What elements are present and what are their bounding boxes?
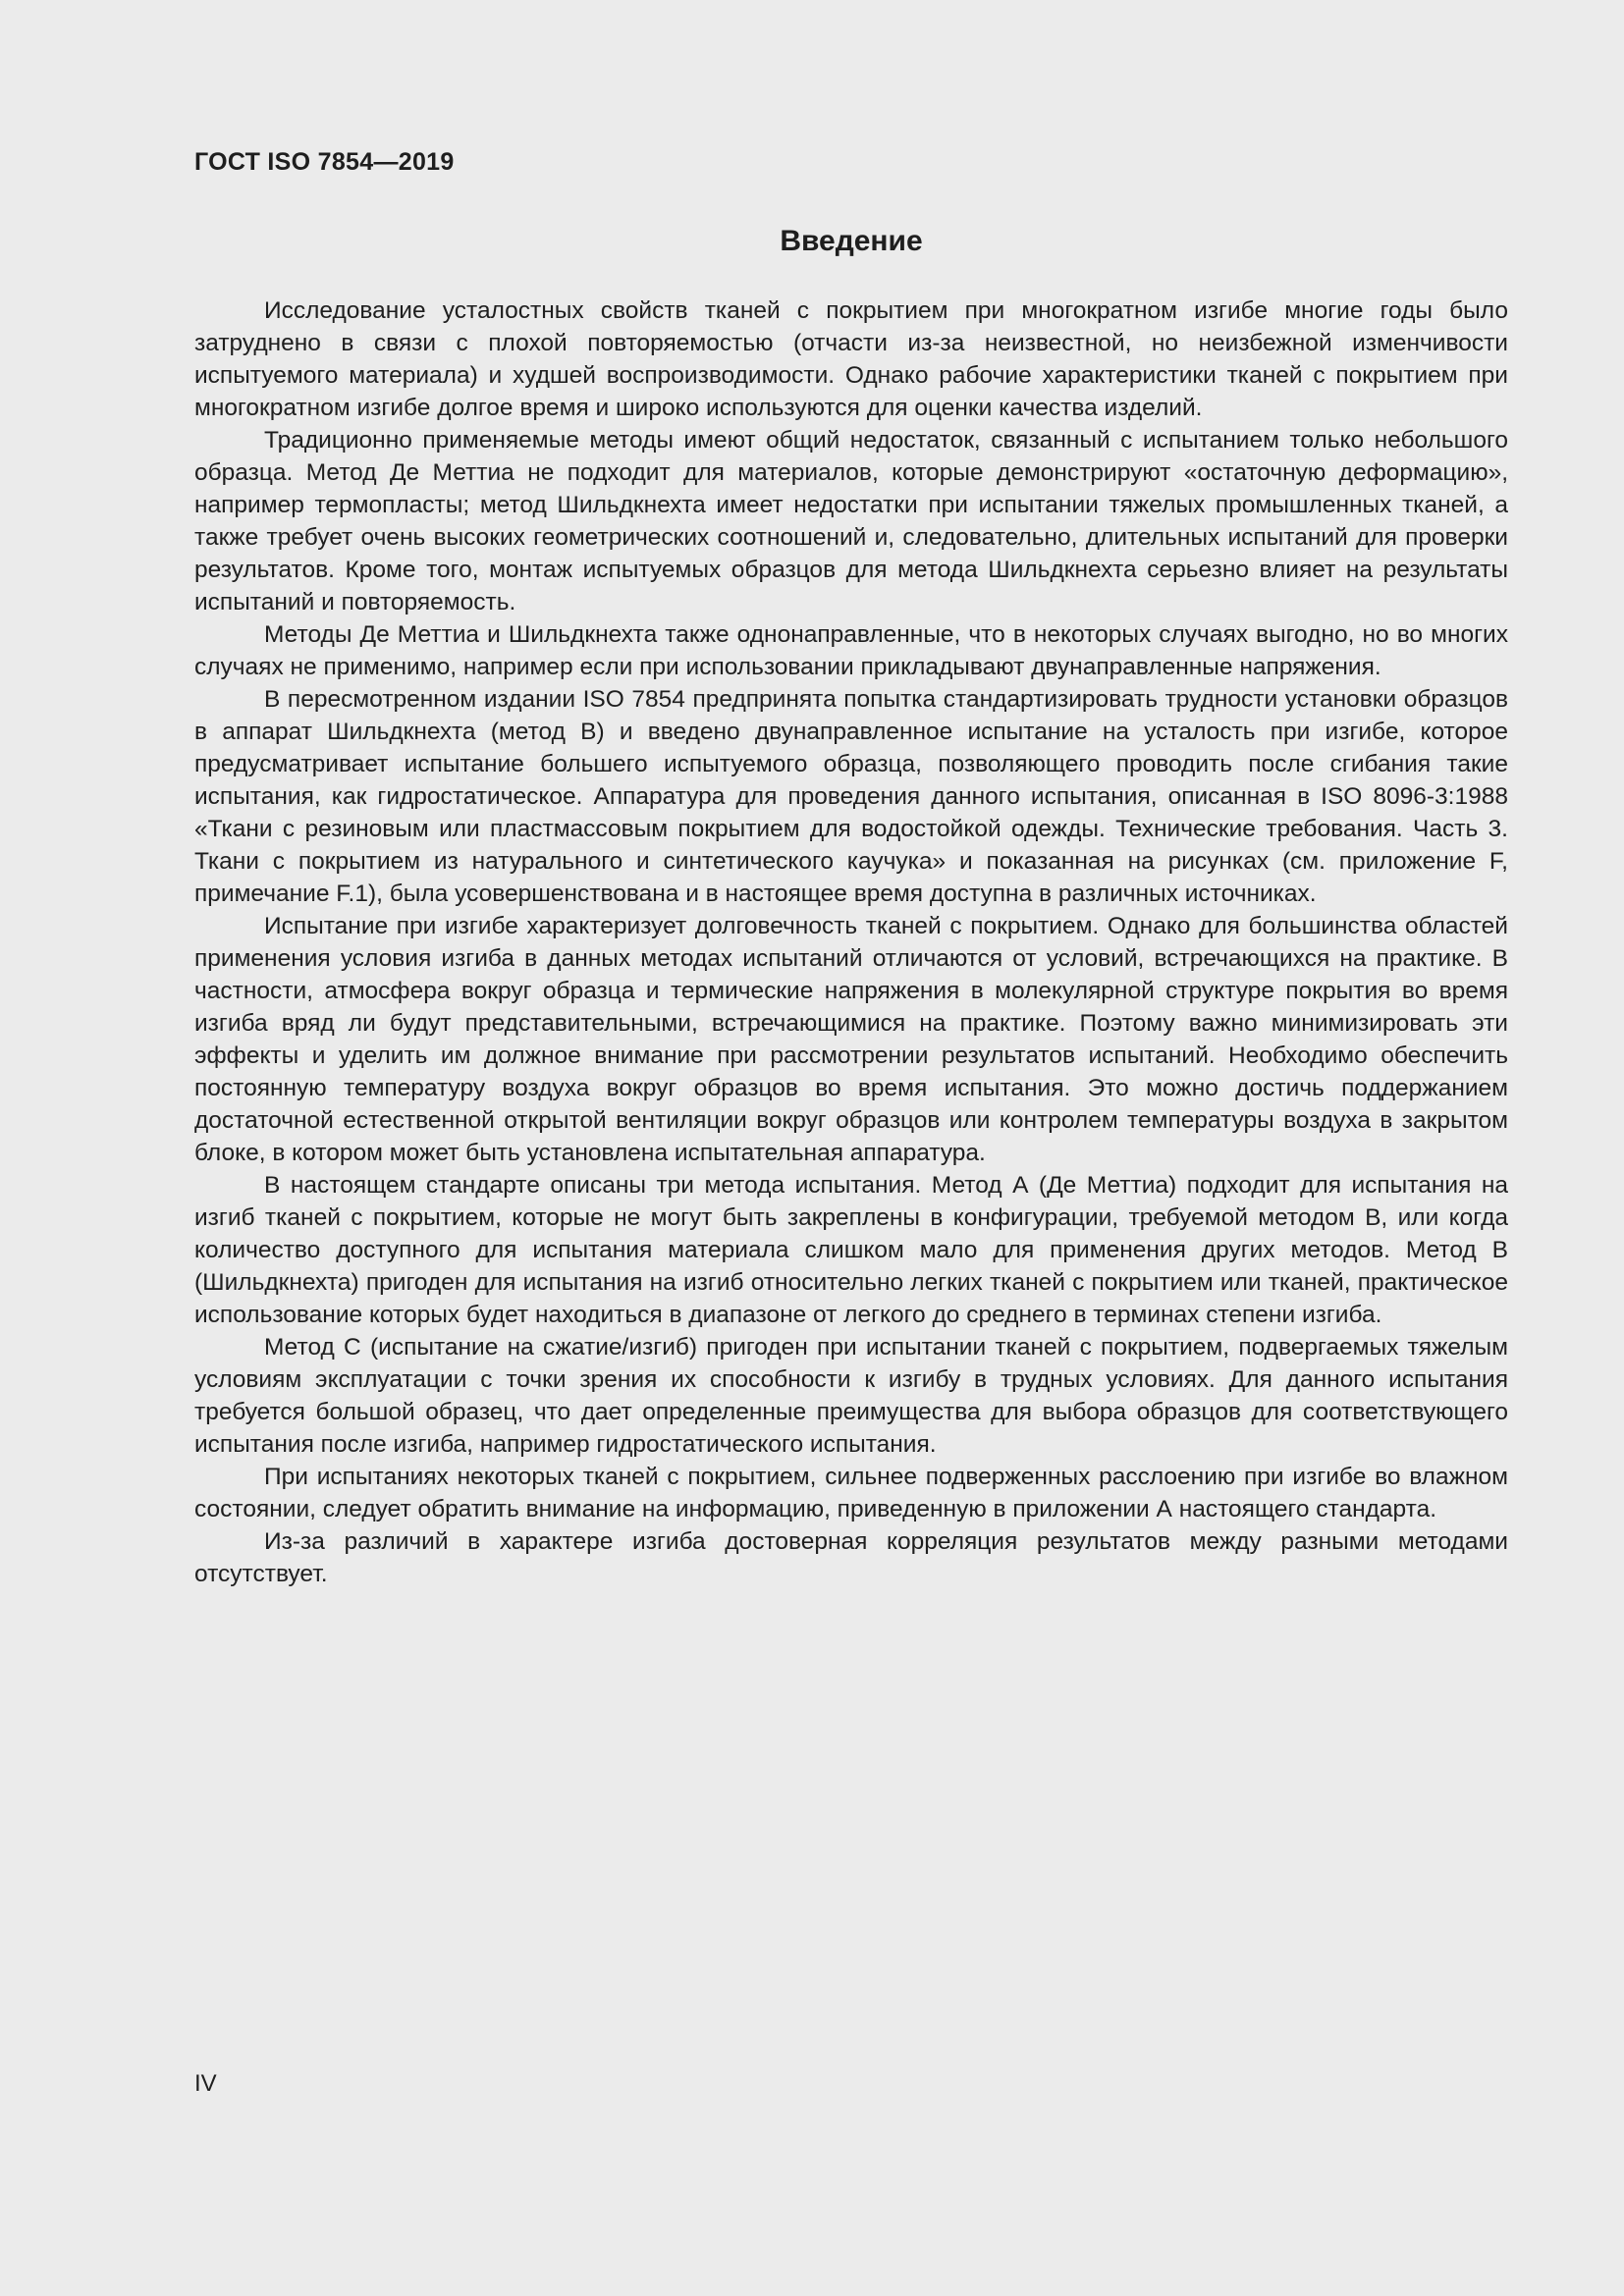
paragraph: Из-за различий в характере изгиба достоверная корреляция результатов между разными методами отсутствует. bbox=[194, 1528, 1508, 1587]
paragraph: При испытаниях некоторых тканей с покрытием, сильнее подверженных расслоению при изгибе во влажном состоянии, следует обратить внимание на информацию, приведенную в приложении А настоящего стандарта. bbox=[194, 1464, 1508, 1522]
paragraph: Традиционно применяемые методы имеют общий недостаток, связанный с испытанием только небольшого образца. Метод Де Меттиа не подходит для материалов, которые демонстрируют «остаточную деформацию», например термопласты; метод Шильдкнехта имеет недостатки при испытании тяжелых промышленных тканей, а также требует очень высоких геометрических соотношений и, следовательно, длительных испытаний для проверки результатов. Кроме того, монтаж испытуемых образцов для метода Шильдкнехта серьезно влияет на результаты испытаний и повторяемость. bbox=[194, 427, 1508, 615]
paragraph: Испытание при изгибе характеризует долговечность тканей с покрытием. Однако для большинства областей применения условия изгиба в данных методах испытаний отличаются от условий, встречающихся на практике. В частности, атмосфера вокруг образца и термические напряжения в молекулярной структуре покрытия во время изгиба вряд ли будут представительными, встречающимися на практике. Поэтому важно минимизировать эти эффекты и уделить им должное внимание при рассмотрении результатов испытаний. Необходимо обеспечить постоянную температуру воздуха вокруг образцов во время испытания. Это можно достичь поддержанием достаточной естественной открытой вентиляции вокруг образцов или контролем температуры воздуха в закрытом блоке, в котором может быть установлена испытательная аппаратура. bbox=[194, 913, 1508, 1166]
document-header: ГОСТ ISO 7854—2019 bbox=[194, 148, 455, 176]
page-number: IV bbox=[194, 2070, 217, 2097]
paragraph: Исследование усталостных свойств тканей с покрытием при многократном изгибе многие годы было затруднено в связи с плохой повторяемостью (отчасти из-за неизвестной, но неизбежной изменчивости испытуемого материала) и худшей воспроизводимости. Однако рабочие характеристики тканей с покрытием при многократном изгибе долгое время и широко используются для оценки качества изделий. bbox=[194, 297, 1508, 421]
paragraph: Метод С (испытание на сжатие/изгиб) пригоден при испытании тканей с покрытием, подвергаемых тяжелым условиям эксплуатации с точки зрения их способности к изгибу в трудных условиях. Для данного испытания требуется большой образец, что дает определенные преимущества для выбора образцов для соответствующего испытания после изгиба, например гидростатического испытания. bbox=[194, 1334, 1508, 1458]
paragraph: В настоящем стандарте описаны три метода испытания. Метод А (Де Меттиа) подходит для испытания на изгиб тканей с покрытием, которые не могут быть закреплены в конфигурации, требуемой методом В, или когда количество доступного для испытания материала слишком мало для применения других методов. Метод В (Шильдкнехта) пригоден для испытания на изгиб относительно легких тканей с покрытием или тканей, практическое использование которых будет находиться в диапазоне от легкого до среднего в терминах степени изгиба. bbox=[194, 1172, 1508, 1328]
introduction-body bbox=[194, 294, 1508, 1590]
paragraph: В пересмотренном издании ISO 7854 предпринята попытка стандартизировать трудности установки образцов в аппарат Шильдкнехта (метод В) и введено двунаправленное испытание на усталость при изгибе, которое предусматривает испытание большего испытуемого образца, позволяющего проводить после сгибания такие испытания, как гидростатическое. Аппаратура для проведения данного испытания, описанная в ISO 8096-3:1988 «Ткани с резиновым или пластмассовым покрытием для водостойкой одежды. Технические требования. Часть 3. Ткани с покрытием из натурального и синтетического каучука» и показанная на рисунках (см. приложение F, примечание F.1), была усовершенствована и в настоящее время доступна в различных источниках. bbox=[194, 686, 1508, 907]
section-title: Введение bbox=[780, 225, 923, 257]
paragraph: Методы Де Меттиа и Шильдкнехта также однонаправленные, что в некоторых случаях выгодно, но во многих случаях не применимо, например если при использовании прикладывают двунаправленные напряжения. bbox=[194, 621, 1508, 680]
